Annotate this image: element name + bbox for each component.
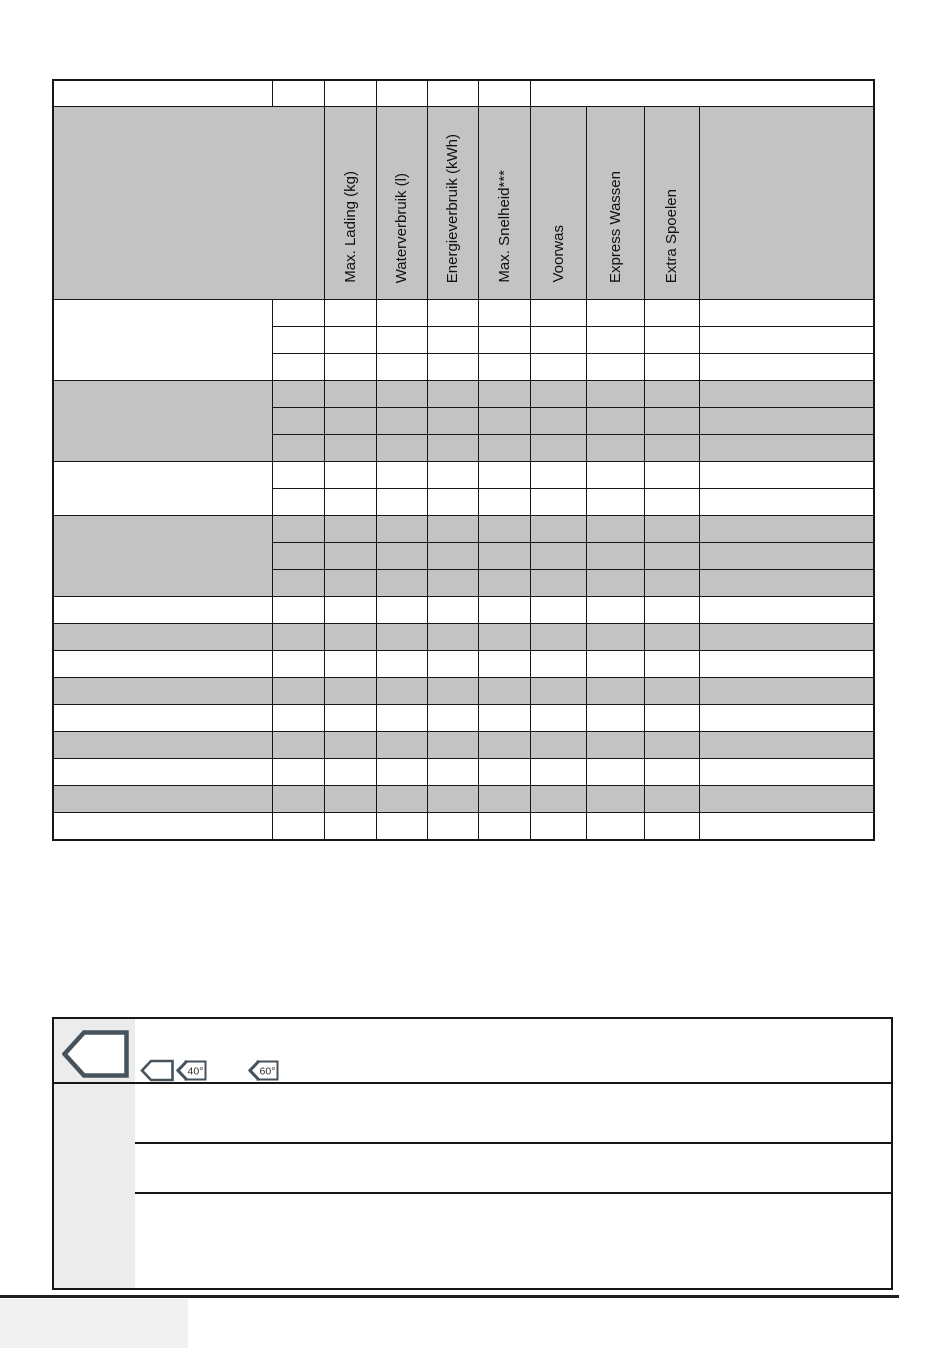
- program-name-cell: [53, 516, 272, 597]
- value-cell: [427, 462, 478, 489]
- value-cell: [699, 489, 874, 516]
- value-cell: [699, 786, 874, 813]
- value-cell: [376, 624, 427, 651]
- value-cell: [478, 705, 530, 732]
- value-cell: [324, 678, 376, 705]
- value-cell: [644, 327, 699, 354]
- value-cell: [530, 651, 586, 678]
- value-cell: [324, 489, 376, 516]
- value-cell: [478, 462, 530, 489]
- value-cell: [699, 651, 874, 678]
- column-header-label: Voorwas: [549, 225, 567, 283]
- value-cell: [478, 597, 530, 624]
- value-cell: [324, 759, 376, 786]
- value-cell: [478, 489, 530, 516]
- temperature-badges: [140, 1057, 279, 1083]
- value-cell: [376, 705, 427, 732]
- value-cell: [427, 381, 478, 408]
- value-cell: [272, 705, 324, 732]
- column-header-cell: [427, 107, 478, 300]
- program-group-row: [53, 381, 874, 408]
- value-cell: [530, 408, 586, 435]
- value-cell: [644, 462, 699, 489]
- value-cell: [644, 381, 699, 408]
- value-cell: [376, 300, 427, 327]
- value-cell: [478, 624, 530, 651]
- value-cell: [272, 813, 324, 841]
- value-cell: [478, 732, 530, 759]
- top-row-cell: [478, 80, 530, 107]
- value-cell: [644, 678, 699, 705]
- value-cell: [699, 705, 874, 732]
- footer-rule: [0, 1295, 899, 1298]
- value-cell: [478, 516, 530, 543]
- value-cell: [530, 516, 586, 543]
- value-cell: [376, 570, 427, 597]
- value-cell: [324, 354, 376, 381]
- column-header-cell: [324, 107, 376, 300]
- value-cell: [530, 543, 586, 570]
- value-cell: [376, 381, 427, 408]
- footer-block: [0, 1299, 188, 1348]
- value-cell: [376, 786, 427, 813]
- value-cell: [478, 543, 530, 570]
- program-name-cell: [53, 705, 272, 732]
- value-cell: [644, 543, 699, 570]
- value-cell: [272, 651, 324, 678]
- column-header-label: Energieverbruik (kWh): [444, 133, 461, 283]
- value-cell: [324, 408, 376, 435]
- value-cell: [586, 705, 644, 732]
- value-cell: [586, 678, 644, 705]
- top-row-cell: [53, 80, 272, 107]
- temp-arrow-icon: [140, 1059, 174, 1082]
- program-row: [53, 705, 874, 732]
- value-cell: [324, 732, 376, 759]
- value-cell: [644, 354, 699, 381]
- value-cell: [530, 435, 586, 462]
- column-header-cell: [586, 107, 644, 300]
- value-cell: [272, 678, 324, 705]
- value-cell: [272, 516, 324, 543]
- temp-40-label: 40°: [187, 1065, 204, 1077]
- value-cell: [324, 570, 376, 597]
- value-cell: [530, 705, 586, 732]
- value-cell: [427, 408, 478, 435]
- value-cell: [376, 435, 427, 462]
- value-cell: [376, 543, 427, 570]
- value-cell: [376, 489, 427, 516]
- value-cell: [530, 327, 586, 354]
- temp-40-badge-icon: [176, 1059, 207, 1082]
- value-cell: [478, 759, 530, 786]
- value-cell: [427, 570, 478, 597]
- top-row-merged-cell: [530, 80, 874, 107]
- value-cell: [427, 705, 478, 732]
- value-cell: [699, 597, 874, 624]
- column-header-label: Express Wassen: [606, 171, 624, 283]
- value-cell: [586, 462, 644, 489]
- value-cell: [644, 705, 699, 732]
- column-header-cell: [644, 107, 699, 300]
- value-cell: [644, 624, 699, 651]
- value-cell: [644, 489, 699, 516]
- value-cell: [427, 732, 478, 759]
- value-cell: [324, 624, 376, 651]
- value-cell: [530, 381, 586, 408]
- value-cell: [478, 786, 530, 813]
- value-cell: [699, 462, 874, 489]
- top-row-cell: [376, 80, 427, 107]
- value-cell: [427, 300, 478, 327]
- value-cell: [586, 543, 644, 570]
- value-cell: [427, 489, 478, 516]
- value-cell: [478, 408, 530, 435]
- program-group-row: [53, 462, 874, 489]
- value-cell: [586, 624, 644, 651]
- value-cell: [530, 759, 586, 786]
- value-cell: [530, 813, 586, 841]
- value-cell: [324, 300, 376, 327]
- value-cell: [324, 462, 376, 489]
- program-name-cell: [53, 462, 272, 516]
- program-name-cell: [53, 651, 272, 678]
- program-name-cell: [53, 759, 272, 786]
- value-cell: [644, 813, 699, 841]
- value-cell: [478, 678, 530, 705]
- value-cell: [376, 462, 427, 489]
- value-cell: [272, 327, 324, 354]
- energy-label-arrow-icon: [62, 1030, 129, 1078]
- value-cell: [324, 705, 376, 732]
- value-cell: [644, 516, 699, 543]
- value-cell: [699, 678, 874, 705]
- value-cell: [530, 678, 586, 705]
- value-cell: [586, 651, 644, 678]
- value-cell: [324, 813, 376, 841]
- value-cell: [644, 300, 699, 327]
- value-cell: [586, 300, 644, 327]
- value-cell: [324, 543, 376, 570]
- value-cell: [644, 651, 699, 678]
- value-cell: [324, 786, 376, 813]
- program-row: [53, 813, 874, 841]
- header-program-cell: [53, 107, 324, 300]
- value-cell: [699, 759, 874, 786]
- value-cell: [699, 327, 874, 354]
- column-header-cell: [478, 107, 530, 300]
- value-cell: [699, 354, 874, 381]
- value-cell: [530, 300, 586, 327]
- value-cell: [376, 732, 427, 759]
- value-cell: [530, 489, 586, 516]
- energy-info-box: [52, 1017, 893, 1290]
- value-cell: [427, 678, 478, 705]
- program-row: [53, 651, 874, 678]
- value-cell: [376, 327, 427, 354]
- column-header-label: Waterverbruik (l): [393, 172, 410, 283]
- value-cell: [324, 597, 376, 624]
- info-box-divider-3: [135, 1192, 891, 1194]
- value-cell: [530, 354, 586, 381]
- value-cell: [272, 759, 324, 786]
- value-cell: [644, 732, 699, 759]
- value-cell: [644, 408, 699, 435]
- column-header-label: Extra Spoelen: [663, 188, 680, 283]
- value-cell: [427, 651, 478, 678]
- value-cell: [586, 813, 644, 841]
- value-cell: [478, 300, 530, 327]
- value-cell: [644, 759, 699, 786]
- value-cell: [644, 570, 699, 597]
- value-cell: [324, 435, 376, 462]
- top-row-cell: [324, 80, 376, 107]
- program-group-row: [53, 516, 874, 543]
- column-header-label: Max. Snelheid***: [495, 170, 513, 283]
- column-header-label: Max. Lading (kg): [341, 171, 359, 283]
- value-cell: [272, 408, 324, 435]
- value-cell: [586, 489, 644, 516]
- value-cell: [699, 408, 874, 435]
- value-cell: [376, 597, 427, 624]
- header-trailing-cell: [699, 107, 874, 300]
- value-cell: [699, 300, 874, 327]
- program-name-cell: [53, 624, 272, 651]
- value-cell: [272, 381, 324, 408]
- value-cell: [376, 759, 427, 786]
- value-cell: [427, 759, 478, 786]
- value-cell: [376, 516, 427, 543]
- value-cell: [530, 786, 586, 813]
- value-cell: [272, 543, 324, 570]
- value-cell: [427, 516, 478, 543]
- value-cell: [586, 732, 644, 759]
- program-row: [53, 732, 874, 759]
- value-cell: [530, 732, 586, 759]
- value-cell: [272, 300, 324, 327]
- value-cell: [699, 381, 874, 408]
- program-table: [52, 79, 875, 841]
- value-cell: [530, 624, 586, 651]
- value-cell: [427, 597, 478, 624]
- value-cell: [427, 327, 478, 354]
- value-cell: [586, 435, 644, 462]
- value-cell: [272, 597, 324, 624]
- temp-60-badge-icon: [248, 1059, 279, 1082]
- value-cell: [478, 327, 530, 354]
- info-box-left-panel: [54, 1019, 135, 1288]
- value-cell: [478, 570, 530, 597]
- value-cell: [586, 381, 644, 408]
- column-header-cell: [530, 107, 586, 300]
- value-cell: [586, 516, 644, 543]
- value-cell: [324, 327, 376, 354]
- table-top-row: [53, 80, 874, 107]
- value-cell: [376, 813, 427, 841]
- value-cell: [699, 435, 874, 462]
- value-cell: [586, 354, 644, 381]
- top-row-cell: [427, 80, 478, 107]
- value-cell: [272, 624, 324, 651]
- value-cell: [699, 516, 874, 543]
- program-row: [53, 624, 874, 651]
- program-row: [53, 786, 874, 813]
- table-header-row: [53, 107, 874, 300]
- value-cell: [699, 624, 874, 651]
- value-cell: [272, 354, 324, 381]
- value-cell: [376, 651, 427, 678]
- value-cell: [324, 651, 376, 678]
- program-row: [53, 759, 874, 786]
- program-name-cell: [53, 678, 272, 705]
- program-name-cell: [53, 597, 272, 624]
- value-cell: [324, 516, 376, 543]
- value-cell: [586, 786, 644, 813]
- value-cell: [427, 435, 478, 462]
- program-name-cell: [53, 786, 272, 813]
- value-cell: [586, 327, 644, 354]
- value-cell: [478, 354, 530, 381]
- value-cell: [272, 732, 324, 759]
- value-cell: [530, 597, 586, 624]
- value-cell: [699, 570, 874, 597]
- program-row: [53, 597, 874, 624]
- value-cell: [376, 678, 427, 705]
- value-cell: [376, 354, 427, 381]
- value-cell: [427, 543, 478, 570]
- top-row-cell: [272, 80, 324, 107]
- value-cell: [272, 786, 324, 813]
- value-cell: [644, 435, 699, 462]
- program-name-cell: [53, 732, 272, 759]
- program-name-cell: [53, 813, 272, 841]
- info-box-divider-2: [135, 1142, 891, 1144]
- value-cell: [478, 435, 530, 462]
- value-cell: [586, 759, 644, 786]
- program-name-cell: [53, 300, 272, 381]
- value-cell: [272, 489, 324, 516]
- value-cell: [376, 408, 427, 435]
- value-cell: [699, 732, 874, 759]
- value-cell: [586, 570, 644, 597]
- temp-60-label: 60°: [259, 1065, 276, 1077]
- value-cell: [530, 462, 586, 489]
- value-cell: [644, 597, 699, 624]
- column-header-cell: [376, 107, 427, 300]
- value-cell: [586, 597, 644, 624]
- program-group-row: [53, 300, 874, 327]
- value-cell: [699, 813, 874, 841]
- value-cell: [478, 651, 530, 678]
- program-name-cell: [53, 381, 272, 462]
- value-cell: [427, 354, 478, 381]
- value-cell: [699, 543, 874, 570]
- value-cell: [530, 570, 586, 597]
- value-cell: [586, 408, 644, 435]
- value-cell: [427, 786, 478, 813]
- value-cell: [324, 381, 376, 408]
- value-cell: [272, 435, 324, 462]
- value-cell: [478, 813, 530, 841]
- value-cell: [427, 813, 478, 841]
- value-cell: [644, 786, 699, 813]
- value-cell: [272, 570, 324, 597]
- value-cell: [272, 462, 324, 489]
- value-cell: [478, 381, 530, 408]
- value-cell: [427, 624, 478, 651]
- program-row: [53, 678, 874, 705]
